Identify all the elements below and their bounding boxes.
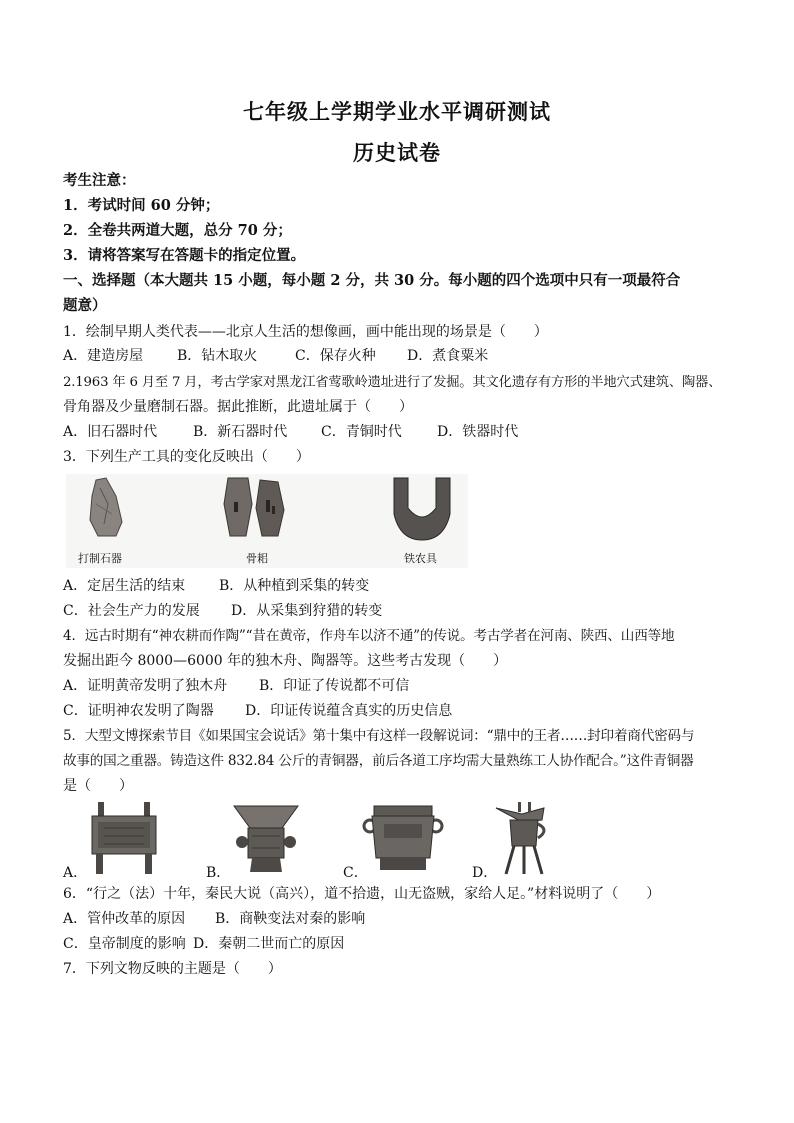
q5-stem-cont: 故事的国之重器。铸造这件 832.84 公斤的青铜器，前后各道工序均需大量熟练工人协作配合。”这件青铜器 <box>63 753 694 769</box>
q3-option-c: C．社会生产力的发展 <box>63 603 200 619</box>
notice-heading: 考生注意： <box>63 172 136 189</box>
q7-stem: 7．下列文物反映的主题是（ ） <box>63 961 282 977</box>
q4-stem-cont: 发掘出距今 8000—6000 年的独木舟、陶器等。这些考古发现（ ） <box>63 653 508 669</box>
caption-bone-spade: 骨耜 <box>246 552 268 565</box>
q2-option-c: C．青铜时代 <box>321 424 402 440</box>
vessel-c-pot <box>362 802 444 874</box>
q5-stem: 5．大型文博探索节目《如果国宝会说话》第十集中有这样一段解说词：“鼎中的王者……封印着商代密码与 <box>63 728 695 744</box>
notice-item: 3．请将答案写在答题卡的指定位置。 <box>63 247 306 264</box>
caption-iron-tool: 铁农具 <box>404 552 437 565</box>
q6-option-d: D．秦朝二世而亡的原因 <box>193 936 345 952</box>
q1-option-b: B．钻木取火 <box>177 348 258 364</box>
q3-option-a: A．定居生活的结束 <box>63 578 186 594</box>
q5-label-b: B． <box>206 865 231 881</box>
exam-title: 七年级上学期学业水平调研测试 <box>243 99 551 124</box>
q2-stem-cont: 骨角器及少量磨制石器。据此推断，此遗址属于（ ） <box>63 399 413 415</box>
q4-option-b: B．印证了传说都不可信 <box>259 678 410 694</box>
q6-option-b: B．商鞅变法对秦的影响 <box>215 911 366 927</box>
q4-stem: 4．远古时期有“神农耕而作陶”“昔在黄帝，作舟车以济不通”的传说。考古学者在河南、陕西、山西等地 <box>63 628 675 644</box>
q1-stem: 1．绘制早期人类代表——北京人生活的想像画，画中能出现的场景是（ ） <box>63 324 548 340</box>
section-heading: 一、选择题（本大题共 15 小题，每小题 2 分，共 30 分。每小题的四个选项中只有一项最符合 <box>63 272 681 289</box>
vessel-d-jue <box>492 800 556 876</box>
q2-option-d: D．铁器时代 <box>437 424 519 440</box>
q3-options-row2 <box>63 600 735 622</box>
vessel-a-ding <box>84 800 164 876</box>
notice-item: 1．考试时间 60 分钟； <box>63 197 220 214</box>
q3-stem: 3．下列生产工具的变化反映出（ ） <box>63 449 310 465</box>
q4-option-a: A．证明黄帝发明了独木舟 <box>63 678 228 694</box>
q1-option-d: D．煮食粟米 <box>407 348 489 364</box>
q2-stem: 2.1963 年 6 月至 7 月，考古学家对黑龙江省莺歌岭遗址进行了发掘。其文化遗存有方形的半地穴式建筑、陶器、 <box>63 375 722 390</box>
q2-option-a: A．旧石器时代 <box>63 424 158 440</box>
q5-label-a: A． <box>63 865 88 881</box>
q5-label-d: D． <box>472 865 498 881</box>
q4-option-d: D．印证传说蕴含真实的历史信息 <box>245 703 453 719</box>
q2-option-b: B．新石器时代 <box>193 424 288 440</box>
q6-options-row1 <box>63 908 735 930</box>
q4-options-row2 <box>63 700 735 722</box>
q5-stem-end: 是（ ） <box>63 778 133 794</box>
q1-options <box>63 345 735 367</box>
q6-option-c: C．皇帝制度的影响 <box>63 936 186 952</box>
q3-tools-image <box>66 474 468 568</box>
q3-options-row1 <box>63 575 735 597</box>
notice-item: 2．全卷共两道大题，总分 70 分； <box>63 222 292 239</box>
section-heading-cont: 题意） <box>63 297 107 314</box>
q3-option-b: B．从种植到采集的转变 <box>219 578 370 594</box>
q5-label-c: C． <box>343 865 368 881</box>
exam-subtitle: 历史试卷 <box>353 140 441 165</box>
q6-option-a: A．管仲改革的原因 <box>63 911 186 927</box>
q1-option-a: A．建造房屋 <box>63 348 144 364</box>
q2-options <box>63 421 735 443</box>
q6-options-row2 <box>63 933 735 955</box>
q3-option-d: D．从采集到狩猎的转变 <box>231 603 383 619</box>
caption-stone-tool: 打制石器 <box>78 552 122 565</box>
vessel-b-zun <box>228 802 304 876</box>
q4-options-row1 <box>63 675 735 697</box>
q1-option-c: C．保存火种 <box>295 348 376 364</box>
q4-option-c: C．证明神农发明了陶器 <box>63 703 214 719</box>
q6-stem: 6．“行之（法）十年，秦民大说（高兴），道不拾遗，山无盗贼，家给人足。”材料说明了（ ） <box>63 886 661 902</box>
